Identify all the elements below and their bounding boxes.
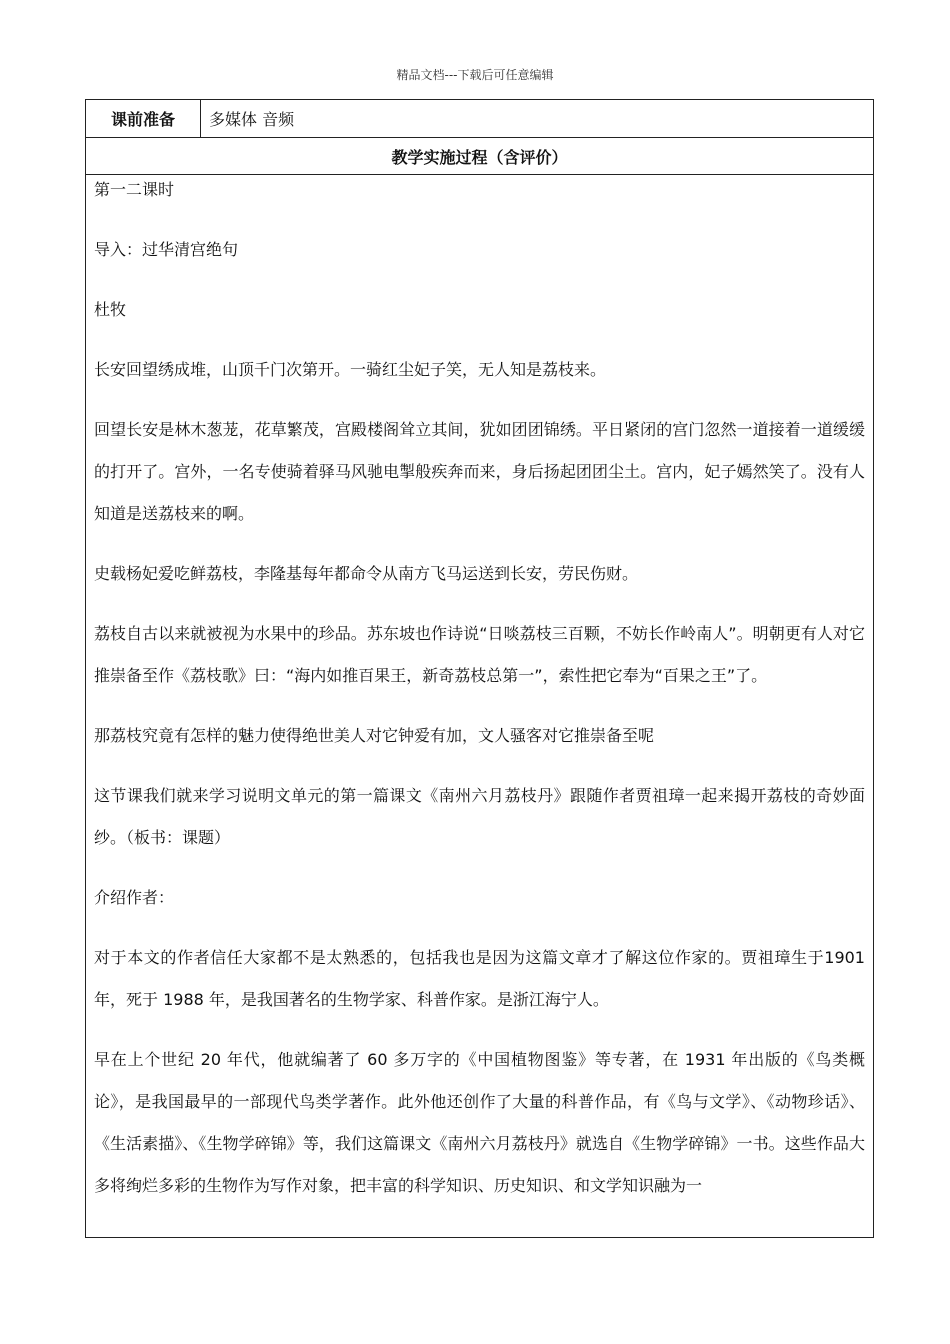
header-note: 精品文档---下载后可任意编辑	[396, 68, 554, 82]
paragraph-lychee-praise: 荔枝自古以来就被视为水果中的珍品。苏东坡也作诗说“日啖荔枝三百颗，不妨长作岭南人”。明朝更有人对它推崇备至作《荔枝歌》曰：“海内如推百果王，新奇荔枝总第一”，索性把它奉为“百果之王”了。	[94, 624, 865, 685]
paragraph-poem: 长安回望绣成堆，山顶千门次第开。一骑红尘妃子笑，无人知是荔枝来。	[94, 360, 607, 379]
prep-label: 课前准备	[86, 100, 201, 138]
paragraph-poem-explanation: 回望长安是林木葱茏，花草繁茂，宫殿楼阁耸立其间，犹如团团锦绣。平日紧闭的宫门忽然一道接着一道缓缓的打开了。宫外，一名专使骑着驿马风驰电掣般疾奔而来，身后扬起团团尘土。宫内，妃子嫣然笑了。没有人知道是送荔枝来的啊。	[94, 420, 865, 523]
paragraph-author-works: 早在上个世纪 20 年代，他就编著了 60 多万字的《中国植物图鉴》等专著，在 1931 年出版的《鸟类概论》，是我国最早的一部现代鸟类学著作。此外他还创作了大量的科普作品，有《鸟与文学》、《动物珍话》、《生活素描》、《生物学碎锦》等，我们这篇课文《南州六月荔枝丹》就选自《生物学碎锦》一书。这些作品大多将绚烂多彩的生物作为写作对象，把丰富的科学知识、历史知识、和文学知识融为一	[94, 1050, 865, 1195]
paragraph-history: 史载杨妃爱吃鲜荔枝，李隆基每年都命令从南方飞马运送到长安，劳民伤财。	[94, 564, 639, 583]
prep-row	[86, 100, 874, 138]
paragraph-intro: 导入：过华清宫绝句	[94, 240, 239, 259]
lesson-body	[86, 175, 874, 1238]
prep-value: 多媒体 音频	[201, 100, 874, 138]
section-title-row	[86, 138, 874, 175]
body-row	[86, 175, 874, 1238]
section-title: 教学实施过程（含评价）	[86, 138, 874, 175]
paragraph-lesson-period: 第一二课时	[94, 180, 175, 199]
paragraph-author-heading: 介绍作者：	[94, 888, 175, 907]
paragraph-lesson-topic: 这节课我们就来学习说明文单元的第一篇课文《南州六月荔枝丹》跟随作者贾祖璋一起来揭开荔枝的奇妙面纱。（板书：课题）	[94, 786, 865, 847]
paragraph-author-bio: 对于本文的作者信任大家都不是太熟悉的，包括我也是因为这篇文章才了解这位作家的。贾祖璋生于1901 年，死于 1988 年，是我国著名的生物学家、科普作家。是浙江海宁人。	[94, 948, 865, 1009]
paragraph-poet: 杜牧	[94, 300, 127, 319]
paragraph-question: 那荔枝究竟有怎样的魅力使得绝世美人对它钟爱有加，文人骚客对它推崇备至呢	[94, 726, 655, 745]
lesson-plan-table	[85, 99, 874, 1238]
